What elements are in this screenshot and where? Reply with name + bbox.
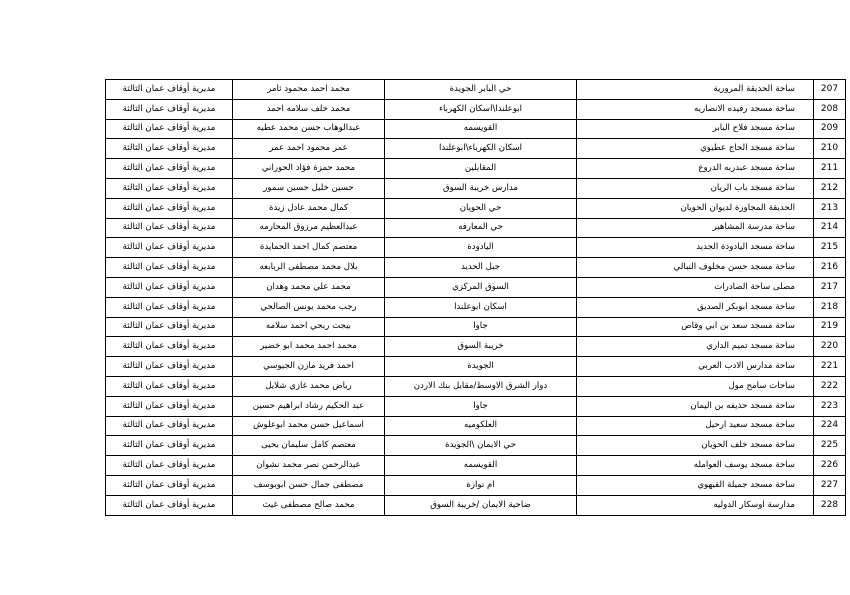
responsible-person-cell: معتصم كمال احمد الحمايدة (233, 238, 385, 258)
responsible-person-cell: عمر محمود احمد عمر (233, 139, 385, 159)
area-cell: جاوا (385, 317, 577, 337)
row-number-cell: 210 (814, 139, 846, 159)
directorate-cell: مديرية أوقاف عمان الثالثة (106, 80, 233, 100)
site-name-cell: ساحة مسجد حسن مخلوف النبالي (577, 258, 814, 278)
site-name-cell: ساحات سامح مول (577, 376, 814, 396)
area-cell: حي المعارفه (385, 218, 577, 238)
site-name-cell: ساحة مدارس الادب العربي (577, 357, 814, 377)
table-row (106, 178, 846, 198)
site-name-cell: مصلى ساحة الصادرات (577, 277, 814, 297)
responsible-person-cell: حسين خليل حسين سمور (233, 178, 385, 198)
table-row (106, 396, 846, 416)
table-row (106, 337, 846, 357)
responsible-person-cell: محمد صالح مصطفى غيث (233, 495, 385, 515)
row-number-cell: 223 (814, 396, 846, 416)
responsible-person-cell: رياض محمد غازي شلايل (233, 376, 385, 396)
directorate-cell: مديرية أوقاف عمان الثالثة (106, 159, 233, 179)
row-number-cell: 227 (814, 475, 846, 495)
row-number-cell: 213 (814, 198, 846, 218)
site-name-cell: ساحة مسجد عبدربه الدروع (577, 159, 814, 179)
responsible-person-cell: محمد خلف سلامه احمد (233, 99, 385, 119)
table-row (106, 258, 846, 278)
site-name-cell: ساحة مسجد رفيده الانصاريه (577, 99, 814, 119)
directorate-cell: مديرية أوقاف عمان الثالثة (106, 475, 233, 495)
row-number-cell: 226 (814, 456, 846, 476)
area-cell: ضاحية الايمان /خريبة السوق (385, 495, 577, 515)
directorate-cell: مديرية أوقاف عمان الثالثة (106, 337, 233, 357)
responsible-person-cell: بلال محمد مصطفى الربابعه (233, 258, 385, 278)
site-name-cell: ساحة مسجد خلف الحويان (577, 436, 814, 456)
site-name-cell: ساحة مسجد باب الريان (577, 178, 814, 198)
responsible-person-cell: محمد احمد محمود ثامر (233, 80, 385, 100)
row-number-cell: 225 (814, 436, 846, 456)
table-row (106, 198, 846, 218)
area-cell: الجويدة (385, 357, 577, 377)
site-name-cell: ساحة مسجد تميم الداري (577, 337, 814, 357)
site-name-cell: ساحة مسجد جميلة القيهوي (577, 475, 814, 495)
table-row (106, 99, 846, 119)
area-cell: ابوعلندا\اسكان الكهرباء (385, 99, 577, 119)
responsible-person-cell: كمال محمد عادل زيدة (233, 198, 385, 218)
responsible-person-cell: احمد فريد مازن الجيوسي (233, 357, 385, 377)
table-row (106, 475, 846, 495)
area-cell: حي البابر الجويدة (385, 80, 577, 100)
row-number-cell: 220 (814, 337, 846, 357)
row-number-cell: 224 (814, 416, 846, 436)
table-row (106, 357, 846, 377)
directorate-cell: مديرية أوقاف عمان الثالثة (106, 218, 233, 238)
area-cell: ام نوارة (385, 475, 577, 495)
area-cell: المقابلين (385, 159, 577, 179)
area-cell: جاوا (385, 396, 577, 416)
area-cell: اسكان الكهرباء\ابوعلندا (385, 139, 577, 159)
area-cell: السوق المركزي (385, 277, 577, 297)
area-cell: اسكان ابوعلندا (385, 297, 577, 317)
site-name-cell: ساحة مدرسة المشاهير (577, 218, 814, 238)
responsible-person-cell: اسماعيل حسن محمد ابوعلوش (233, 416, 385, 436)
responsible-person-cell: عبد الحكيم رشاد ابراهيم حسين (233, 396, 385, 416)
directorate-cell: مديرية أوقاف عمان الثالثة (106, 238, 233, 258)
site-name-cell: ساحة مسجد ابوبكر الصديق (577, 297, 814, 317)
site-name-cell: ساحة مسجد سعيد ارحيل (577, 416, 814, 436)
table-row (106, 119, 846, 139)
area-cell: حي الحويان (385, 198, 577, 218)
directorate-cell: مديرية أوقاف عمان الثالثة (106, 139, 233, 159)
directorate-cell: مديرية أوقاف عمان الثالثة (106, 297, 233, 317)
directorate-cell: مديرية أوقاف عمان الثالثة (106, 99, 233, 119)
responsible-person-cell: عبدالوهاب حسن محمد عطيه (233, 119, 385, 139)
row-number-cell: 209 (814, 119, 846, 139)
row-number-cell: 208 (814, 99, 846, 119)
directorate-cell: مديرية أوقاف عمان الثالثة (106, 416, 233, 436)
responsible-person-cell: محمد حمزة فؤاد الحوراني (233, 159, 385, 179)
site-name-cell: ساحة مسجد سعد بن ابي وقاص (577, 317, 814, 337)
row-number-cell: 215 (814, 238, 846, 258)
row-number-cell: 216 (814, 258, 846, 278)
table-row (106, 495, 846, 515)
responsible-person-cell: مصطفى جمال حسن ابوبوسف (233, 475, 385, 495)
directorate-cell: مديرية أوقاف عمان الثالثة (106, 495, 233, 515)
row-number-cell: 207 (814, 80, 846, 100)
table-row (106, 159, 846, 179)
table-row (106, 376, 846, 396)
area-cell: مدارس خريبة السوق (385, 178, 577, 198)
responsible-person-cell: محمد علي محمد وهدان (233, 277, 385, 297)
directorate-cell: مديرية أوقاف عمان الثالثة (106, 277, 233, 297)
directorate-cell: مديرية أوقاف عمان الثالثة (106, 198, 233, 218)
site-name-cell: ساحة مسجد اليادودة الجديد (577, 238, 814, 258)
table-row (106, 139, 846, 159)
row-number-cell: 221 (814, 357, 846, 377)
responsible-person-cell: رجب محمد يونس الصالحي (233, 297, 385, 317)
responsible-person-cell: بيجت ربحي احمد سلامه (233, 317, 385, 337)
directorate-cell: مديرية أوقاف عمان الثالثة (106, 396, 233, 416)
table-row (106, 456, 846, 476)
directorate-cell: مديرية أوقاف عمان الثالثة (106, 317, 233, 337)
area-cell: القويسمه (385, 119, 577, 139)
row-number-cell: 217 (814, 277, 846, 297)
row-number-cell: 212 (814, 178, 846, 198)
responsible-person-cell: عبدالرحمن نصر محمد نشوان (233, 456, 385, 476)
area-cell: العلكوميه (385, 416, 577, 436)
table-row (106, 218, 846, 238)
row-number-cell: 222 (814, 376, 846, 396)
table-row (106, 436, 846, 456)
area-cell: حي الايمان \الجويدة (385, 436, 577, 456)
area-cell: القويسمه (385, 456, 577, 476)
site-name-cell: الحديقة المجاورة لديوان الحويان (577, 198, 814, 218)
table-row (106, 80, 846, 100)
directorate-cell: مديرية أوقاف عمان الثالثة (106, 119, 233, 139)
directorate-cell: مديرية أوقاف عمان الثالثة (106, 456, 233, 476)
table-row (106, 277, 846, 297)
records-table (105, 79, 846, 516)
row-number-cell: 214 (814, 218, 846, 238)
area-cell: خريبة السوق (385, 337, 577, 357)
site-name-cell: ساحة مسجد الحاج عطيوي (577, 139, 814, 159)
site-name-cell: مدارسة اوسكار الدوليه (577, 495, 814, 515)
responsible-person-cell: معتصم كامل سليمان يحيى (233, 436, 385, 456)
row-number-cell: 219 (814, 317, 846, 337)
records-table-body (106, 80, 846, 516)
row-number-cell: 218 (814, 297, 846, 317)
site-name-cell: ساحة مسجد يوسف العوامله (577, 456, 814, 476)
directorate-cell: مديرية أوقاف عمان الثالثة (106, 376, 233, 396)
table-row (106, 238, 846, 258)
table-row (106, 317, 846, 337)
area-cell: دوار الشرق الاوسط/مقابل بنك الاردن (385, 376, 577, 396)
site-name-cell: ساحة مسجد حذيفه بن اليمان (577, 396, 814, 416)
area-cell: جبل الحديد (385, 258, 577, 278)
area-cell: اليادودة (385, 238, 577, 258)
table-row (106, 416, 846, 436)
row-number-cell: 228 (814, 495, 846, 515)
directorate-cell: مديرية أوقاف عمان الثالثة (106, 178, 233, 198)
row-number-cell: 211 (814, 159, 846, 179)
directorate-cell: مديرية أوقاف عمان الثالثة (106, 436, 233, 456)
responsible-person-cell: عبدالعظيم مرزوق المحارمه (233, 218, 385, 238)
table-row (106, 297, 846, 317)
site-name-cell: ساحة مسجد فلاح البابر (577, 119, 814, 139)
directorate-cell: مديرية أوقاف عمان الثالثة (106, 357, 233, 377)
directorate-cell: مديرية أوقاف عمان الثالثة (106, 258, 233, 278)
site-name-cell: ساحة الحديقة المرورية (577, 80, 814, 100)
responsible-person-cell: محمد احمد محمد ابو خضير (233, 337, 385, 357)
